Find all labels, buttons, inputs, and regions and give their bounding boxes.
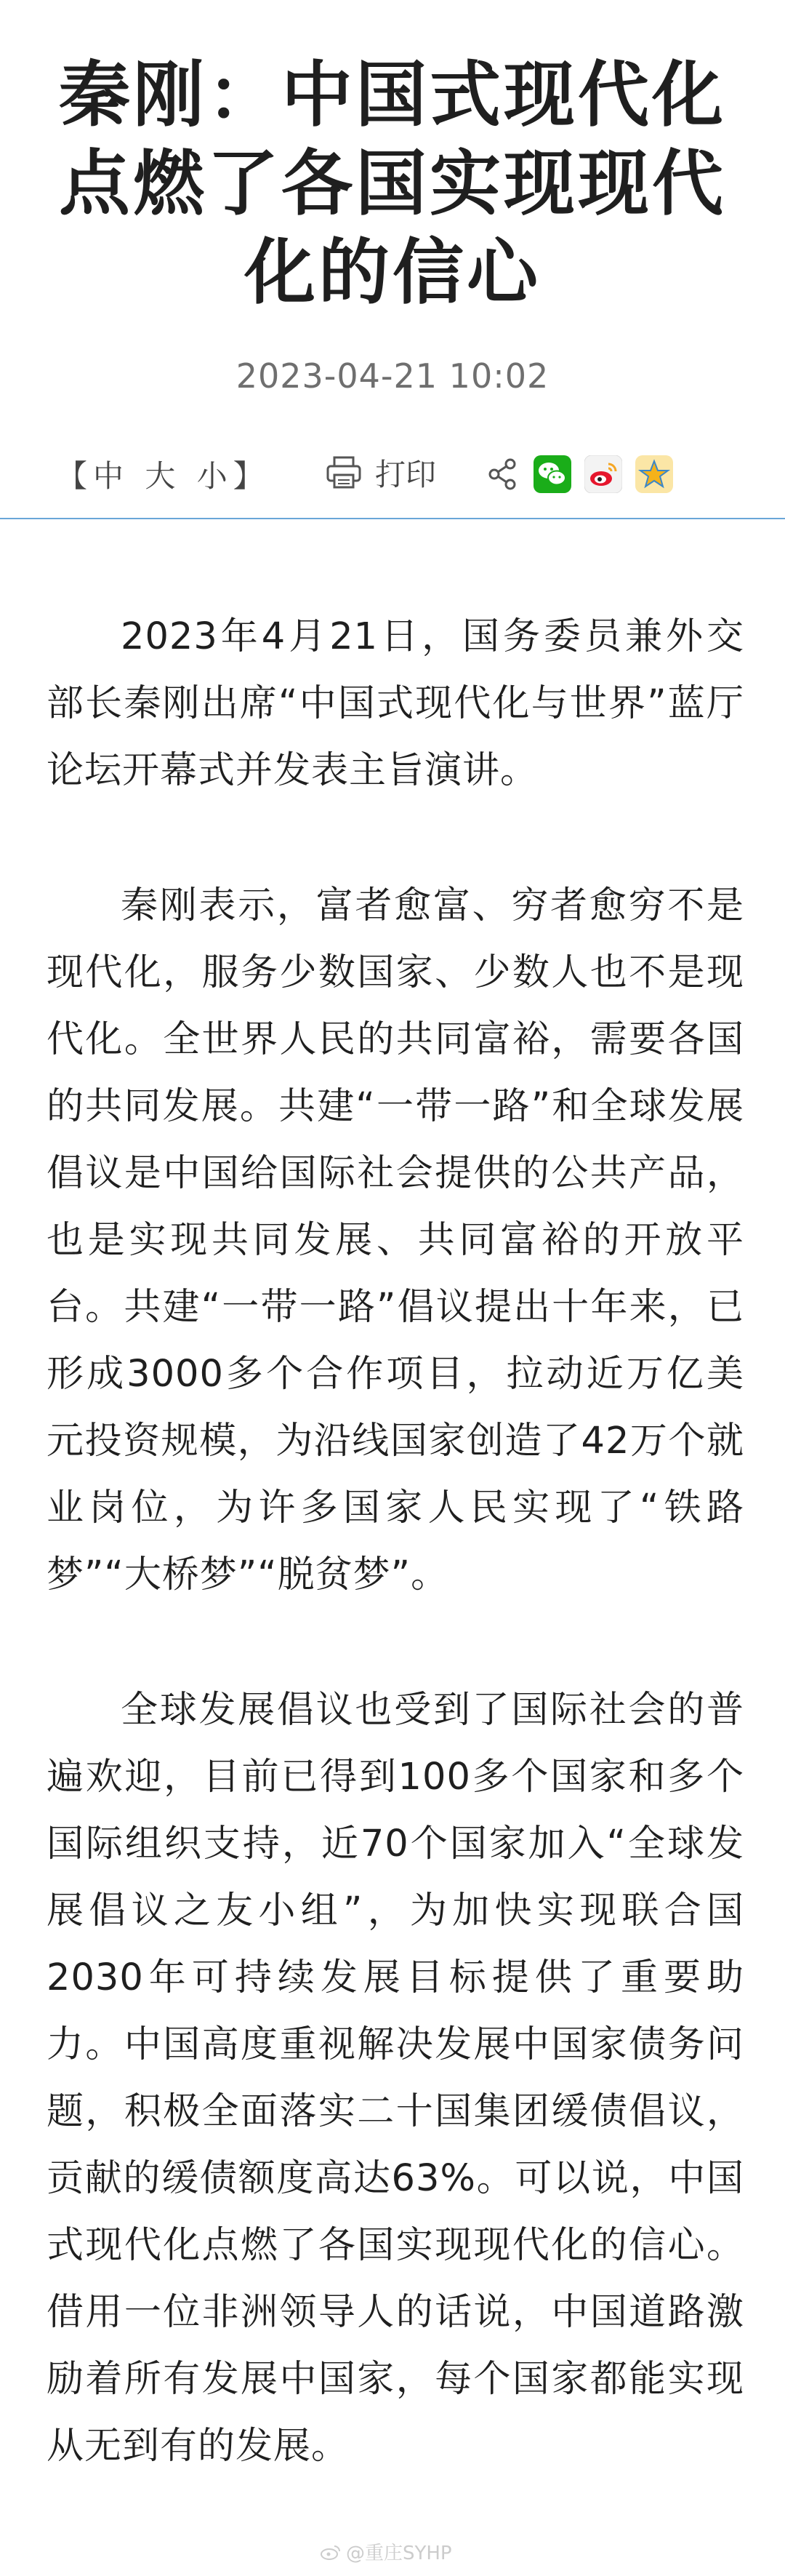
bracket-open: 【 — [57, 458, 94, 494]
font-size-large-button[interactable]: 中 — [93, 458, 130, 494]
publish-date: 2023-04-21 10:02 — [236, 356, 550, 396]
weibo-watermark-icon — [320, 2544, 342, 2560]
paragraph-1: 2023年4月21日，国务委员兼外交部长秦刚出席“中国式现代化与世界”蓝厅论坛开幕式并发表主旨演讲。 — [47, 615, 744, 792]
paragraph-2: 秦刚表示，富者愈富、穷者愈穷不是现代化，服务少数国家、少数人也不是现代化。全世界人民的共同富裕，需要各国的共同发展。共建“一带一路”和全球发展倡议是中国给国际社会提供的公共产品，也是实现共同发展、共同富裕的开放平台。共建“一带一路”倡议提出十年来，已形成3000多个合作项目，拉动近万亿美元投资规模，为沿线国家创造了42万个就业岗位，为许多国家人民实现了“铁路梦”“大桥梦”“脱贫梦”。 — [47, 884, 744, 1596]
article-title: 秦刚：中国式现代化点燃了各国实现现代化的信心 — [58, 54, 726, 314]
share-icon[interactable] — [486, 457, 520, 492]
article-toolbar — [0, 444, 785, 513]
share-bar — [486, 455, 686, 493]
font-size-small-button[interactable]: 小 — [196, 458, 233, 494]
article-body — [47, 604, 744, 2548]
print-label: 打印 — [375, 457, 437, 492]
font-size-medium-button[interactable]: 大 — [145, 458, 182, 494]
watermark-text: @重庄SYHP — [346, 2543, 452, 2564]
toolbar-divider — [0, 518, 785, 519]
watermark — [320, 2538, 452, 2565]
wechat-icon[interactable] — [534, 455, 571, 493]
paragraph-3: 全球发展倡议也受到了国际社会的普遍欢迎，目前已得到100多个国家和多个国际组织支持，近70个国家加入“全球发展倡议之友小组”，为加快实现联合国2030年可持续发展目标提供了重要助力。中国高度重视解决发展中国家债务问题，积极全面落实二十国集团缓债倡议，贡献的缓债额度高达63%。可以说，中国式现代化点燃了各国实现现代化的信心。借用一位非洲领导人的话说，中国道路激励着所有发展中国家，每个国家都能实现从无到有的发展。 — [47, 1689, 744, 2468]
weibo-icon[interactable] — [584, 455, 622, 493]
qzone-icon[interactable] — [635, 455, 673, 493]
font-size-selector — [57, 452, 270, 496]
bracket-close: 】 — [233, 458, 270, 494]
print-button[interactable] — [326, 451, 436, 495]
printer-icon — [326, 456, 362, 489]
